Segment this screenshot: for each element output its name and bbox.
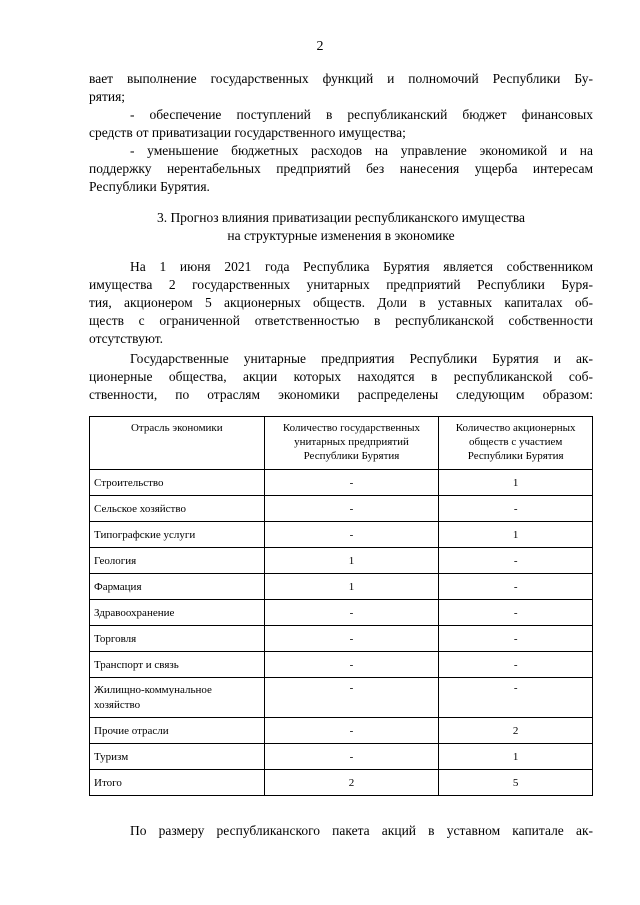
cell-jsc: - [439,496,593,522]
cell-jsc: - [439,678,593,718]
cell-industry: Геология [90,548,265,574]
cell-unitary: - [264,522,439,548]
table-row [90,522,593,548]
table-row [90,652,593,678]
intro-line-5: - уменьшение бюджетных расходов на управление экономикой и на [130,143,593,158]
cell-industry: Итого [90,770,265,796]
cell-jsc: - [439,548,593,574]
para1-line-4: ществ с ограниченной ответственностью в республиканской собственности [89,313,593,328]
cell-unitary: - [264,470,439,496]
cell-unitary: - [264,678,439,718]
intro-line-3: - обеспечение поступлений в республиканский бюджет финансовых [130,107,593,122]
cell-jsc: - [439,652,593,678]
section-title-line-2: на структурные изменения в экономике [227,228,455,243]
intro-line-1: вает выполнение государственных функций и полномочий Республики Бу- [89,71,593,86]
para1-line-3: тия, акционером 5 акционерных обществ. Доли в уставных капиталах об- [89,295,593,310]
cell-industry: Сельское хозяйство [90,496,265,522]
cell-jsc: - [439,600,593,626]
para1-line-2: имущества 2 государственных унитарных предприятий Республики Буря- [89,277,593,292]
para1-line-1: На 1 июня 2021 года Республика Бурятия является собственником [130,259,593,274]
table-row [90,548,593,574]
para2-line-1: Государственные унитарные предприятия Республики Бурятия и ак- [130,351,593,366]
cell-jsc: 1 [439,470,593,496]
industry-table [89,416,593,796]
table-header-row [90,417,593,470]
cell-industry: Здравоохранение [90,600,265,626]
intro-line-7: Республики Бурятия. [89,179,210,194]
cell-unitary: - [264,626,439,652]
cell-jsc: 5 [439,770,593,796]
cell-unitary: - [264,652,439,678]
table-row [90,496,593,522]
cell-jsc: 1 [439,744,593,770]
header-jsc-count: Количество акционерных обществ с участием Республики Бурятия [439,417,593,470]
table-row-total [90,770,593,796]
table-row [90,626,593,652]
table-row [90,718,593,744]
cell-jsc: - [439,626,593,652]
cell-unitary: - [264,600,439,626]
cell-unitary: - [264,744,439,770]
section-title-line-1: 3. Прогноз влияния приватизации республиканского имущества [156,210,526,225]
cell-jsc: 2 [439,718,593,744]
table-row [90,600,593,626]
para2-line-3: ственности, по отраслям экономики распределены следующим образом: [89,387,593,402]
intro-line-6: поддержку нерентабельных предприятий без нанесения ущерба интересам [89,161,593,176]
header-industry: Отрасль экономики [90,417,265,470]
cell-jsc: 1 [439,522,593,548]
table-row [90,470,593,496]
cell-unitary: - [264,496,439,522]
table-row [90,574,593,600]
closing-line: По размеру республиканского пакета акций в уставном капитале ак- [130,823,593,838]
para2-line-2: ционерные общества, акции которых находятся в республиканской соб- [89,369,593,384]
cell-unitary: 2 [264,770,439,796]
table-row [90,744,593,770]
cell-unitary: 1 [264,548,439,574]
cell-industry: Транспорт и связь [90,652,265,678]
page-number: 2 [316,39,324,54]
cell-industry: Типографские услуги [90,522,265,548]
para1-line-5: отсутствуют. [89,331,163,346]
cell-industry: Туризм [90,744,265,770]
cell-unitary: - [264,718,439,744]
cell-industry: Торговля [90,626,265,652]
cell-jsc: - [439,574,593,600]
cell-unitary: 1 [264,574,439,600]
table-row [90,678,593,718]
intro-line-4: средств от приватизации государственного имущества; [89,125,406,140]
cell-industry: Прочие отрасли [90,718,265,744]
cell-industry: Жилищно-коммунальное хозяйство [90,678,265,718]
intro-line-2: рятия; [89,89,126,104]
header-unitary-count: Количество государственных унитарных предприятий Республики Бурятия [264,417,439,470]
cell-industry: Фармация [90,574,265,600]
cell-industry: Строительство [90,470,265,496]
